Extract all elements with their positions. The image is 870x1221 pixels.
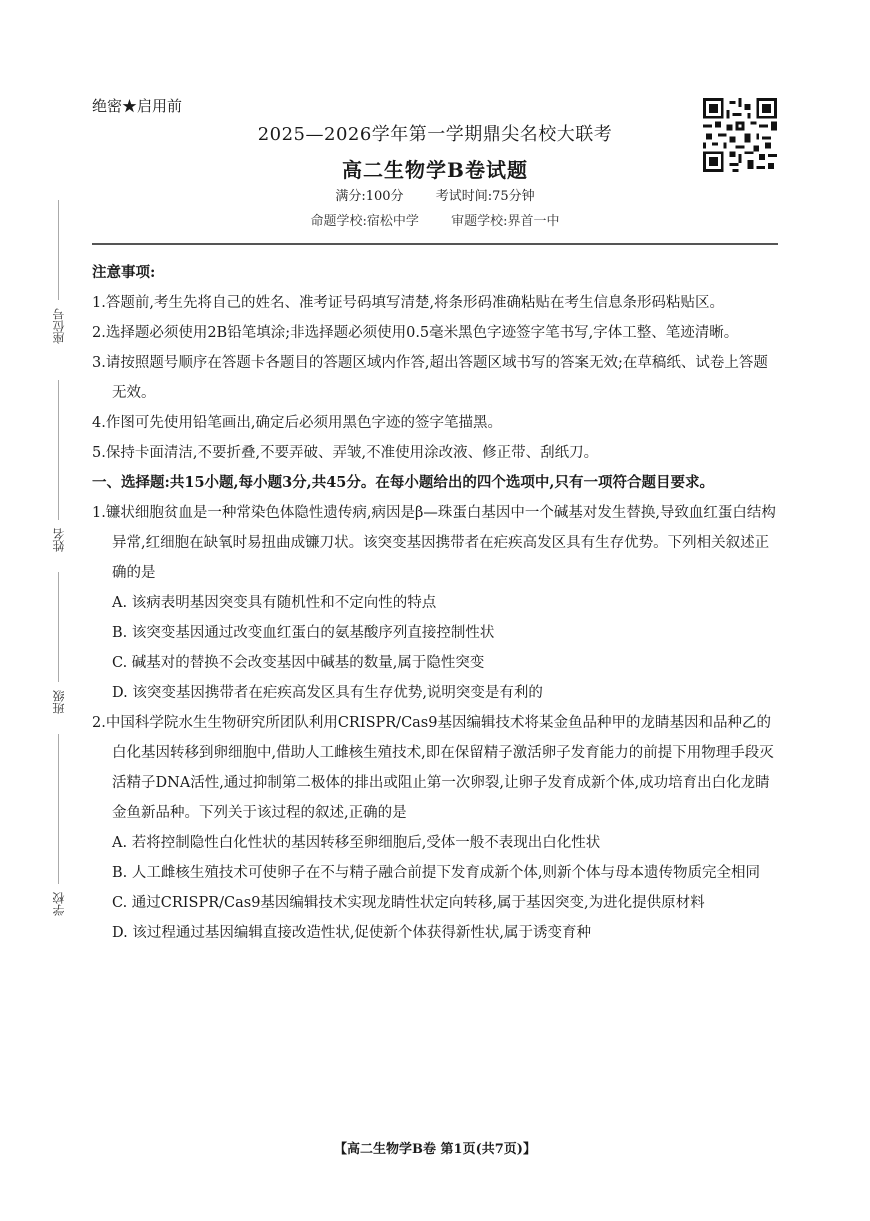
note-item: 3.请按照题号顺序在答题卡各题目的答题区域内作答,超出答题区域书写的答案无效;在草稿纸、试卷上答题无效。 [92,355,768,401]
setter-school: 命题学校:宿松中学 [310,214,419,229]
name-label: 姓名 [52,528,66,552]
question-option: C. 碱基对的替换不会改变基因中碱基的数量,属于隐性突变 [112,655,485,671]
reviewer-school: 审题学校:界首一中 [451,214,560,229]
confidential-label: 绝密★启用前 [92,97,183,115]
question-option: C. 通过CRISPR/Cas9基因编辑技术实现龙睛性状定向转移,属于基因突变,为进化提供原材料 [112,895,705,911]
question-option: D. 该过程通过基因编辑直接改造性状,促使新个体获得新性状,属于诱变育种 [112,925,592,941]
exam-title: 2025—2026学年第一学期鼎尖名校大联考 [257,124,613,145]
section-heading: 一、选择题:共15小题,每小题3分,共45分。在每小题给出的四个选项中,只有一项符合题目要求。 [92,474,714,491]
seat-number-label: 座位号 [52,308,66,344]
full-score: 满分:100分 [335,189,404,204]
exam-time: 考试时间:75分钟 [435,189,535,204]
binding-line [58,572,59,682]
binding-margin [48,200,70,960]
question-stem: 2.中国科学院水生生物研究所团队利用CRISPR/Cas9基因编辑技术将某金鱼品种甲的龙睛基因和品种乙的白化基因转移到卵细胞中,借助人工雌核生殖技术,即在保留精子激活卵子发育能力的前提下用物理手段灭活精子DNA活性,通过抑制第二极体的排出或阻止第一次卵裂,让卵子发育成新个体,成功培育出白化龙睛金鱼新品种。下列关于该过程的叙述,正确的是 [92,715,774,821]
note-item: 1.答题前,考生先将自己的姓名、准考证号码填写清楚,将条形码准确粘贴在考生信息条形码粘贴区。 [92,295,725,311]
note-item: 4.作图可先使用铅笔画出,确定后必须用黑色字迹的签字笔描黑。 [92,415,502,431]
notes-title: 注意事项: [92,264,156,281]
note-item: 2.选择题必须使用2B铅笔填涂;非选择题必须使用0.5毫米黑色字迹签字笔书写,字体工整、笔迹清晰。 [92,325,739,341]
exam-meta [0,185,870,204]
school-meta [0,210,870,229]
subject-title: 高二生物学B卷试题 [342,158,528,182]
binding-line [58,380,59,520]
question-stem: 1.镰状细胞贫血是一种常染色体隐性遗传病,病因是β—珠蛋白基因中一个碱基对发生替换,导致血红蛋白结构异常,红细胞在缺氧时易扭曲成镰刀状。该突变基因携带者在疟疾高发区具有生存优势。下列相关叙述正确的是 [92,505,776,581]
question-option: B. 人工雌核生殖技术可使卵子在不与精子融合前提下发育成新个体,则新个体与母本遗传物质完全相同 [112,865,760,881]
exam-content [92,258,778,948]
school-label: 学校 [52,892,66,916]
question-option: D. 该突变基因携带者在疟疾高发区具有生存优势,说明突变是有利的 [112,685,543,701]
binding-line [58,200,59,300]
question-option: A. 该病表明基因突变具有随机性和不定向性的特点 [112,595,437,611]
qr-code-icon [703,98,777,172]
page-footer: 【高二生物学B卷 第1页(共7页)】 [334,1142,536,1157]
question-option: A. 若将控制隐性白化性状的基因转移至卵细胞后,受体一般不表现出白化性状 [112,835,601,851]
question-option: B. 该突变基因通过改变血红蛋白的氨基酸序列直接控制性状 [112,625,495,641]
note-item: 5.保持卡面清洁,不要折叠,不要弄破、弄皱,不准使用涂改液、修正带、刮纸刀。 [92,445,599,461]
header-divider [92,243,778,245]
class-label: 班级 [52,690,66,714]
binding-line [58,734,59,884]
